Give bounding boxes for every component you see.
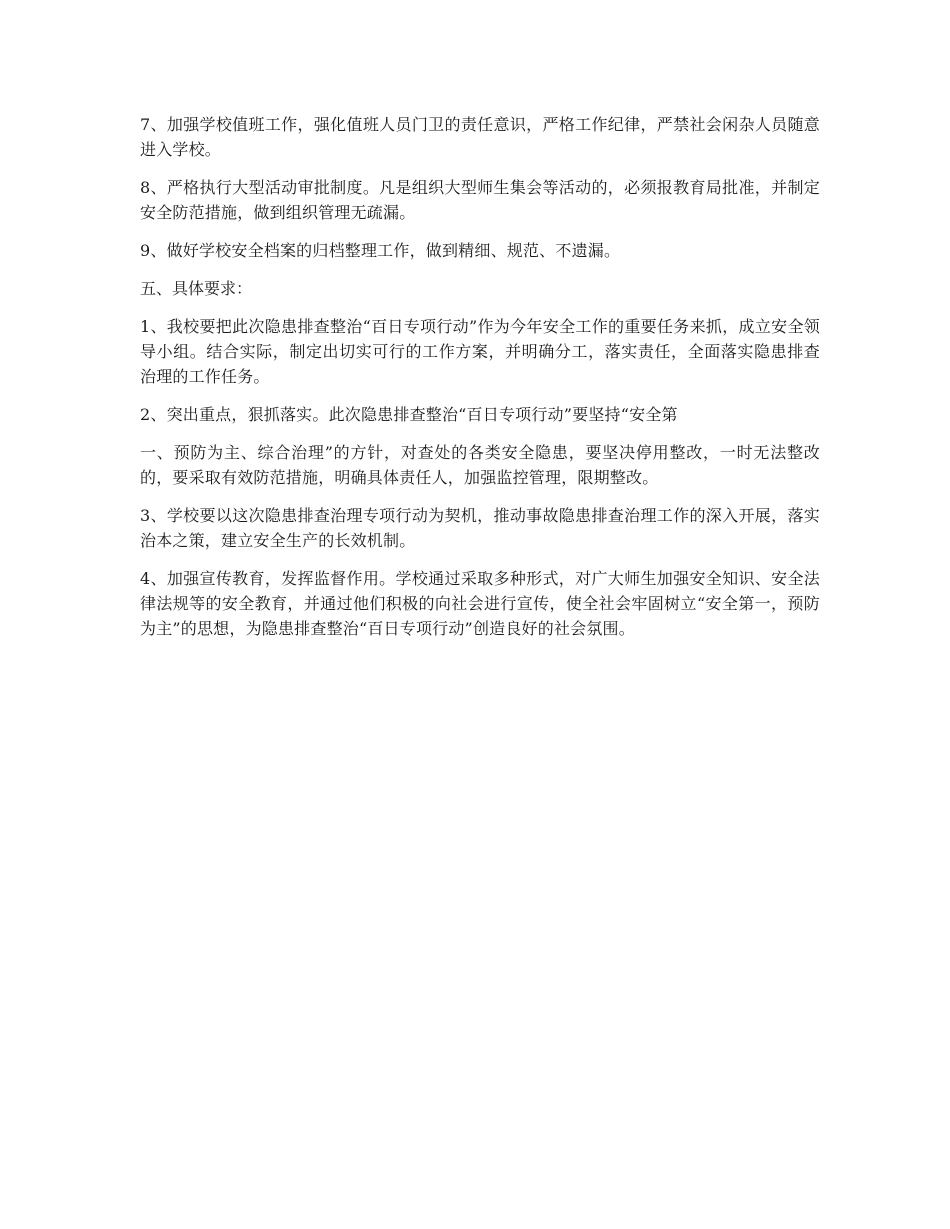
requirement-item-2: 2、突出重点，狠抓落实。此次隐患排查整治“百日专项行动”要坚持“安全第 — [140, 405, 678, 424]
paragraph-item-7: 7、加强学校值班工作，强化值班人员门卫的责任意识，严格工作纪律，严禁社会闲杂人员随意进入学校。 — [140, 115, 820, 159]
requirement-item-1: 1、我校要把此次隐患排查整治“百日专项行动”作为今年安全工作的重要任务来抓，成立安全领导小组。结合实际，制定出切实可行的工作方案，并明确分工，落实责任，全面落实隐患排查治理的工作任务。 — [140, 317, 820, 386]
requirement-item-2-continued: 一、预防为主、综合治理”的方针，对查处的各类安全隐患，要坚决停用整改，一时无法整改的，要采取有效防范措施，明确具体责任人，加强监控管理，限期整改。 — [140, 443, 820, 487]
document-page — [140, 112, 820, 654]
requirement-item-4: 4、加强宣传教育，发挥监督作用。学校通过采取多种形式，对广大师生加强安全知识、安全法律法规等的安全教育，并通过他们积极的向社会进行宣传，使全社会牢固树立“安全第一，预防为主”的思想，为隐患排查整治“百日专项行动”创造良好的社会氛围。 — [140, 569, 820, 638]
section-heading: 五、具体要求： — [140, 279, 253, 298]
requirement-item-3: 3、学校要以这次隐患排查治理专项行动为契机，推动事故隐患排查治理工作的深入开展，落实治本之策，建立安全生产的长效机制。 — [140, 506, 820, 550]
paragraph-item-8: 8、严格执行大型活动审批制度。凡是组织大型师生集会等活动的，必须报教育局批准，并制定安全防范措施，做到组织管理无疏漏。 — [140, 178, 820, 222]
paragraph-item-9: 9、做好学校安全档案的归档整理工作，做到精细、规范、不遗漏。 — [140, 241, 621, 260]
